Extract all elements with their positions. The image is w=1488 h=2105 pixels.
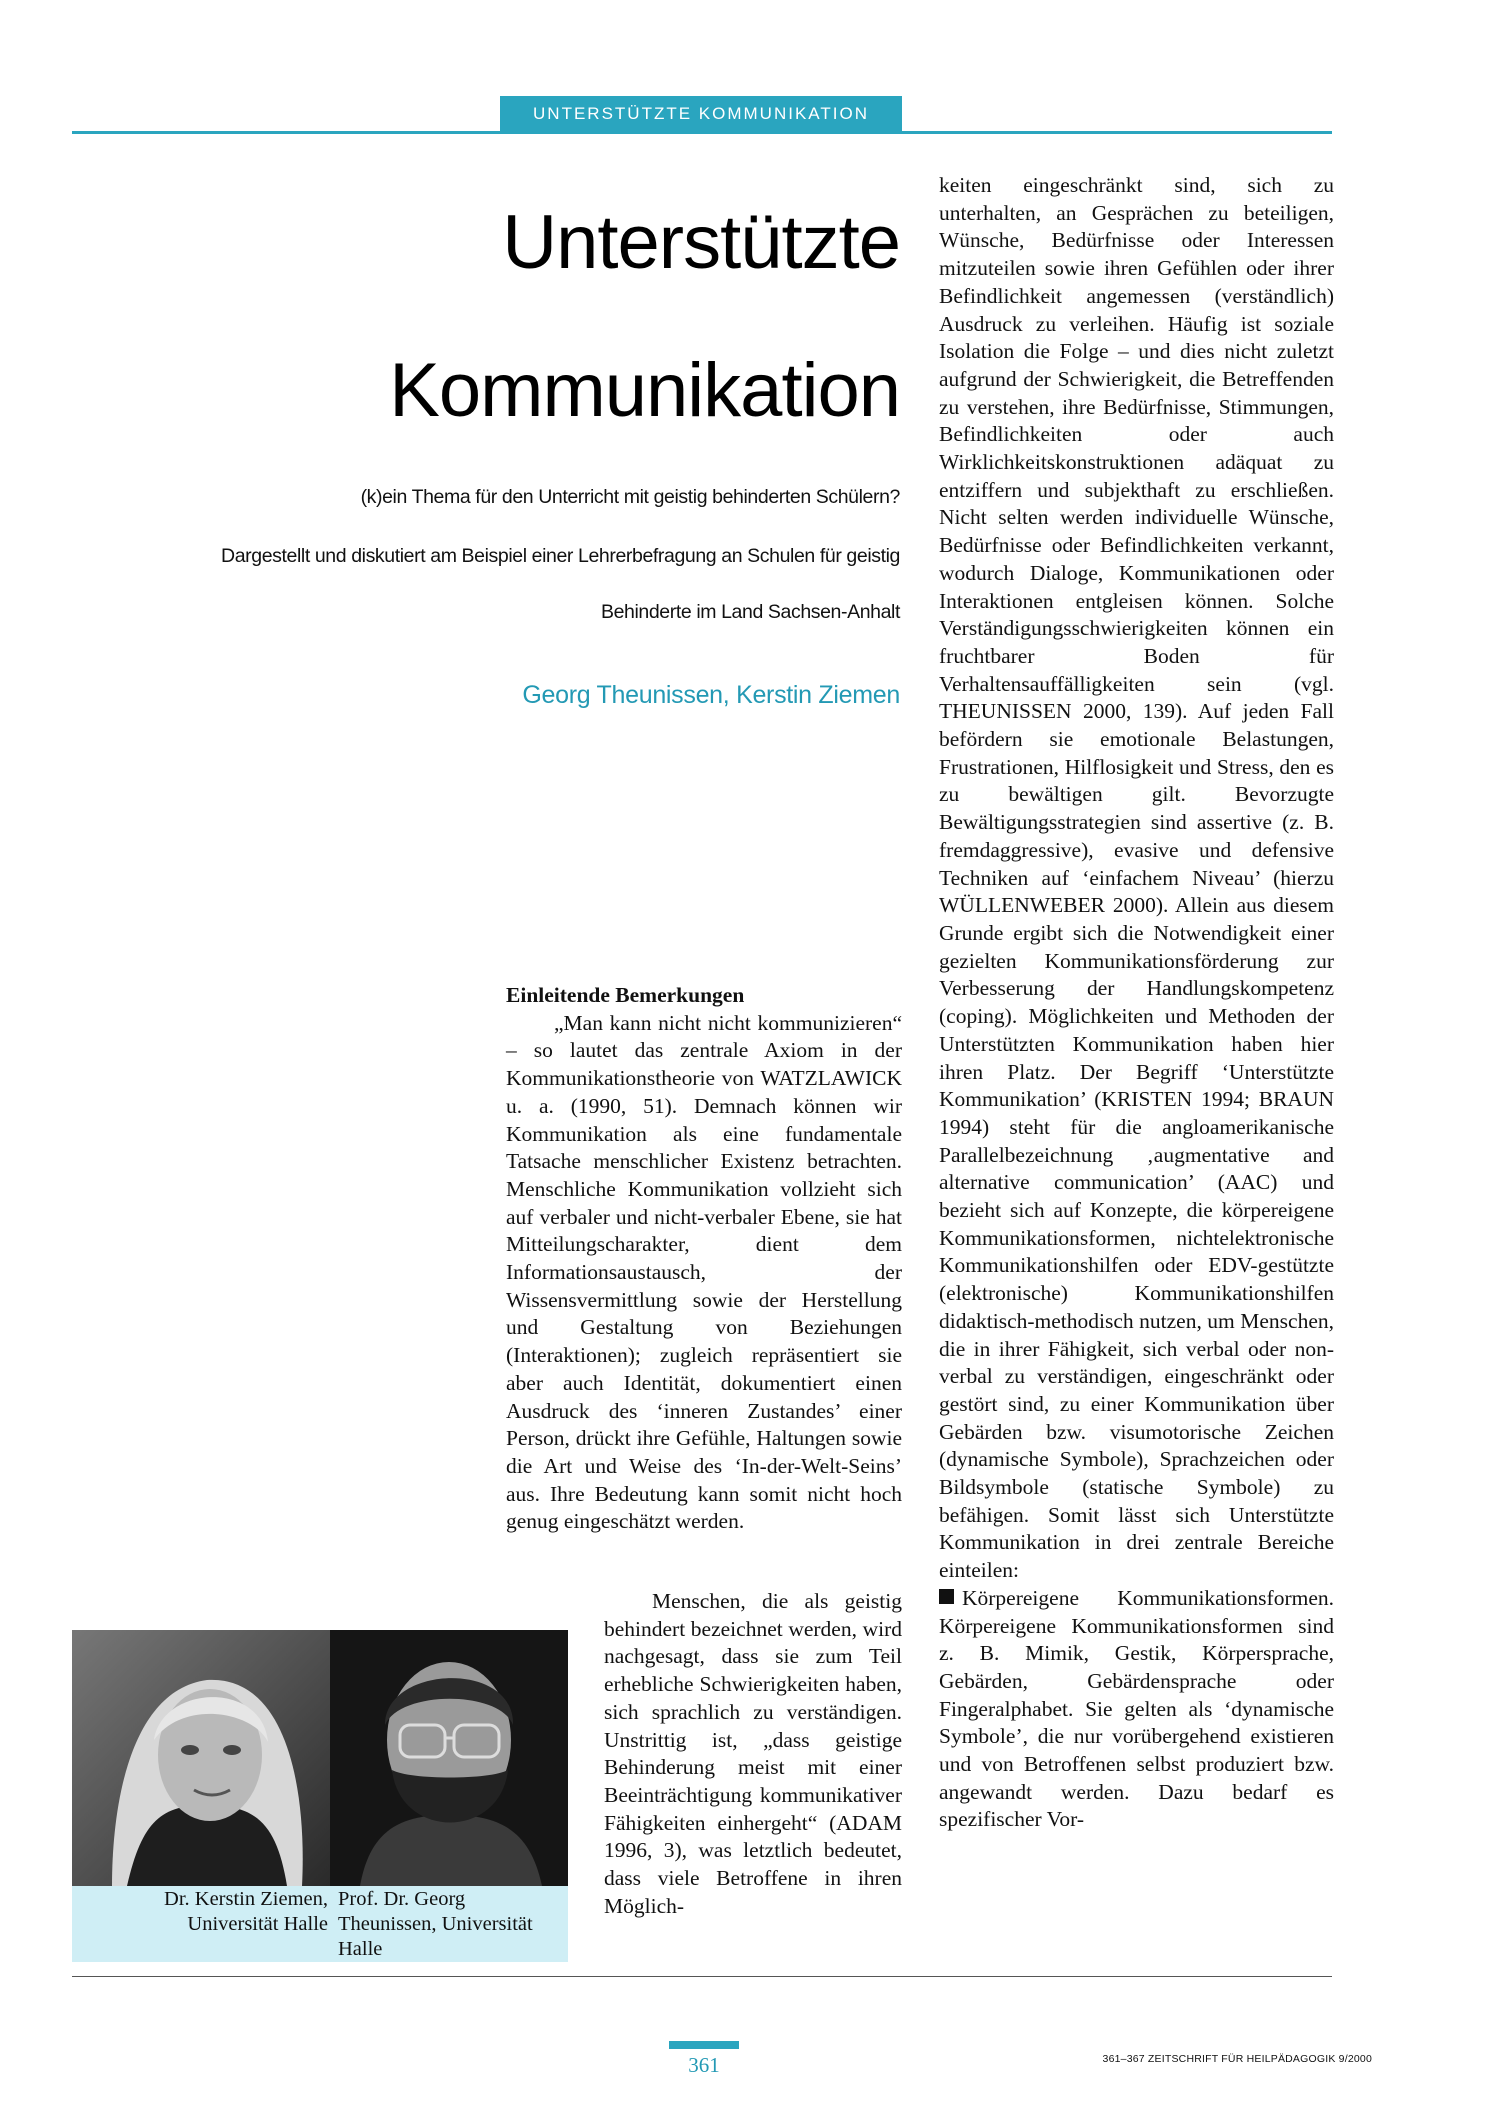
article-title-line-1: Unterstützte xyxy=(502,200,900,285)
journal-reference: 361–367 ZEITSCHRIFT FÜR HEILPÄDAGOGIK 9/2000 xyxy=(1102,2053,1372,2065)
header-rule xyxy=(72,131,1332,134)
subtitle-line-2: Dargestellt und diskutiert am Beispiel einer Lehrerbefragung an Schulen für geistig xyxy=(221,545,900,567)
photo-kerstin-ziemen xyxy=(72,1630,330,1886)
caption-georg-theunissen: Prof. Dr. Georg Theunissen, Universität Halle xyxy=(338,1888,533,1960)
caption-kerstin-ziemen: Dr. Kerstin Ziemen, Universität Halle xyxy=(164,1888,328,1935)
section-heading: Einleitende Bemerkungen xyxy=(506,983,745,1007)
article-title-line-2: Kommunikation xyxy=(389,348,900,433)
body-column-right xyxy=(939,172,1334,1834)
page-number-marker xyxy=(669,2041,739,2049)
paragraph-continuation: keiten eingeschränkt sind, sich zu unterhalten, an Gesprächen zu beteiligen, Wünsche, Bedürfnisse oder Interessen mitzuteilen sowie ihren Gefühlen oder ihrer Befindlichkeit angemessen (verständlich) Ausdruck zu verleihen. Häufig ist soziale Isolation die Folge – und dies nicht zuletzt aufgrund der Schwierigkeit, die Betreffenden zu verstehen, ihre Bedürfnisse, Stimmungen, Befindlichkeiten oder auch Wirklichkeitskonstruktionen adäquat zu entziffern und subjekthaft zu erschließen. Nicht selten werden individuelle Wünsche, Bedürfnisse oder Befindlichkeiten verkannt, wodurch Dialoge, Kommunikationen oder Interaktionen entgleisen können. Solche Verständigungsschwierigkeiten können ein fruchtbarer Boden für Verhaltensauffälligkeiten sein (vgl. THEUNISSEN 2000, 139). Auf jeden Fall befördern sie emotionale Belastungen, Frustrationen, Hilflosigkeit und Stress, den es zu bewältigen gilt. Bevorzugte Bewältigungsstrategien sind assertive (z. B. fremdaggressive), evasive und defensive Techniken auf ‘einfachem Niveau’ (hierzu WÜLLENWEBER 2000). Allein aus diesem Grunde ergibt sich die Notwendigkeit einer gezielten Kommunikationsförderung zur Verbesserung der Handlungskompetenz (coping). Möglichkeiten und Methoden der Unterstützten Kommunikation haben hier ihren Platz. Der Begriff ‘Unterstützte Kommunikation’ (KRISTEN 1994; BRAUN 1994) steht für die angloamerikanische Parallelbezeichnung ‚augmentative and alternative communication’ (AAC) und bezieht sich auf Konzepte, die körpereigene Kommunikationsformen, nichtelektronische Kommunikationshilfen oder EDV-gestützte (elektronische) Kommunikationshilfen didaktisch-methodisch nutzen, um Menschen, die in ihrer Fähigkeit, sich verbal oder non-verbal zu verständigen, eingeschränkt oder gestört sind, zu einer Kommunikation über Gebärden bzw. visumotorische Zeichen (dynamische Symbole), Sprachzeichen oder Bildsymbole (statische Symbole) zu befähigen. Somit lässt sich Unterstützte Kommunikation in drei zentrale Bereiche einteilen: xyxy=(939,173,1334,1583)
portrait-woman-image xyxy=(72,1630,330,1886)
author-photos xyxy=(72,1630,568,1962)
square-bullet-icon xyxy=(939,1589,954,1604)
subtitle-line-3: Behinderte im Land Sachsen-Anhalt xyxy=(600,601,900,623)
photo-georg-theunissen xyxy=(330,1630,568,1886)
paragraph-intro: „Man kann nicht nicht kommunizieren“ – so lautet das zentrale Axiom in der Kommunikationstheorie von WATZLAWICK u. a. (1990, 51). Demnach können wir Kommunikation als eine fundamentale Tatsache menschlicher Existenz betrachten. Menschliche Kommunikation vollzieht sich auf verbaler und nicht-verbaler Ebene, sie hat Mitteilungscharakter, dient dem Informationsaustausch, der Wissensvermittlung sowie der Herstellung und Gestaltung von Beziehungen (Interaktionen); zugleich repräsentiert sie aber auch Identität, dokumentiert einen Ausdruck des ‘inneren Zustandes’ einer Person, drückt ihre Gefühle, Haltungen sowie die Art und Weise des ‘In-der-Welt-Seins’ aus. Ihre Bedeutung kann somit nicht hoch genug eingeschätzt werden. xyxy=(506,1010,902,1534)
page-number: 361 xyxy=(688,2053,720,2077)
bullet-text: Körpereigene Kommunikationsformen. Körpereigene Kommunikationsformen sind z. B. Mimik, Gestik, Körpersprache, Gebärden, Gebärdensprache oder Fingeralphabet. Sie gelten als ‘dynamische Symbole’, die nur vorübergehend existieren und von Betroffenen selbst produziert bzw. angewandt werden. Dazu bedarf es spezifischer Vor- xyxy=(939,1585,1334,1832)
section-header-tab: UNTERSTÜTZTE KOMMUNIKATION xyxy=(500,96,902,131)
footer-rule xyxy=(72,1976,1332,1977)
authors: Georg Theunissen, Kerstin Ziemen xyxy=(522,681,900,709)
body-column-middle-lower xyxy=(604,1588,902,1920)
portrait-man-image xyxy=(330,1630,568,1886)
paragraph-behinderung: Menschen, die als geistig behindert bezeichnet werden, wird nachgesagt, dass sie zum Teil erhebliche Schwierigkeiten haben, sich sprachlich zu verständigen. Unstrittig ist, „dass geistige Behinderung meist mit einer Beeinträchtigung kommunikativer Fähigkeiten einhergeht“ (ADAM 1996, 3), was letztlich bedeutet, dass viele Betroffene in ihren Möglich- xyxy=(604,1589,902,1918)
paragraph-bullet xyxy=(939,1585,1334,1834)
body-column-middle xyxy=(506,982,902,1536)
subtitle-line-1: (k)ein Thema für den Unterricht mit geistig behinderten Schülern? xyxy=(360,486,900,508)
